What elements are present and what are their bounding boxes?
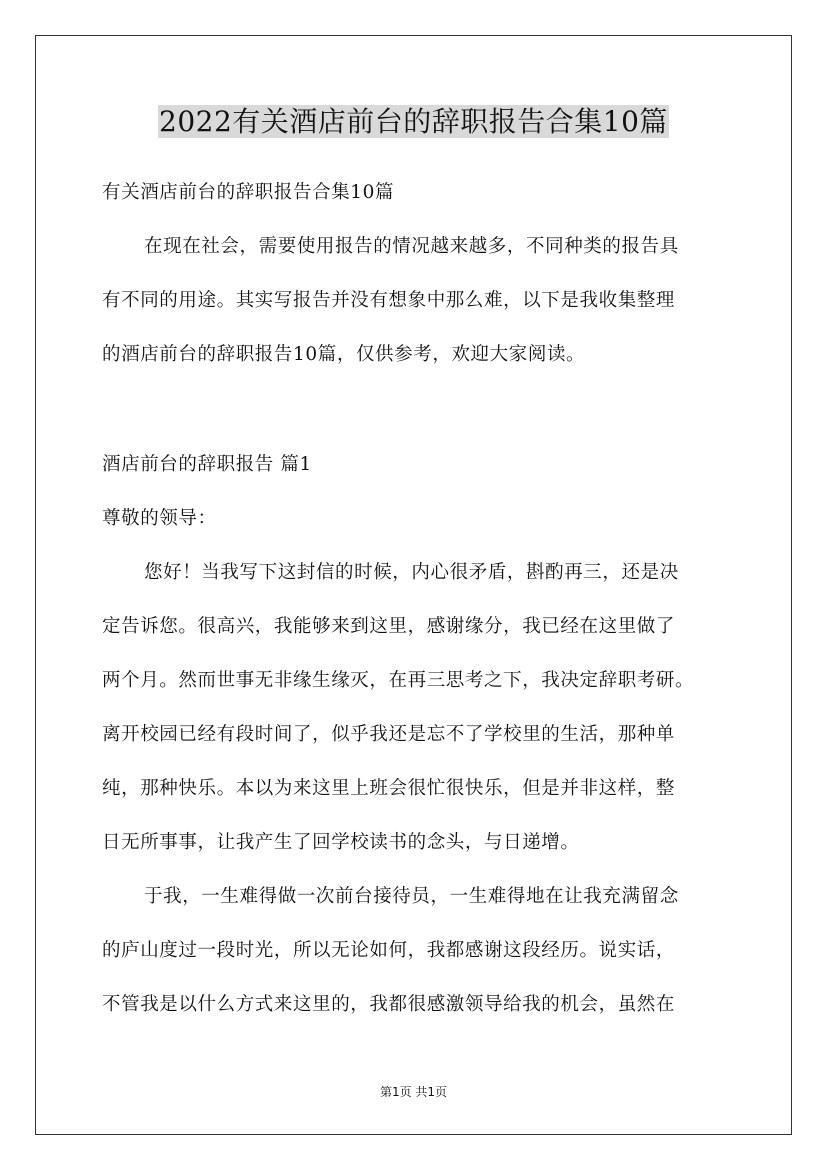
paragraph-line: 纯，那种快乐。本以为来这里上班会很忙很快乐，但是并非这样，整: [102, 778, 676, 799]
intro-line: 有不同的用途。其实写报告并没有想象中那么难，以下是我收集整理: [102, 290, 676, 311]
salutation: 尊敬的领导：: [102, 508, 217, 529]
page-number-footer: 第1页 共1页: [379, 1085, 448, 1099]
paragraph-line: 的庐山度过一段时光，所以无论如何，我都感谢这段经历。说实话，: [102, 940, 676, 961]
document-title: [0, 100, 827, 144]
paragraph-line: 于我，一生难得做一次前台接待员，一生难得地在让我充满留念: [144, 886, 679, 907]
document-title-text: 2022有关酒店前台的辞职报告合集10篇: [159, 105, 668, 138]
intro-line: 的酒店前台的辞职报告10篇，仅供参考，欢迎大家阅读。: [102, 344, 586, 365]
paragraph-line: 不管我是以什么方式来这里的，我都很感激领导给我的机会，虽然在: [102, 994, 676, 1015]
intro-line: 在现在社会，需要使用报告的情况越来越多，不同种类的报告具: [144, 236, 679, 257]
paragraph-line: 离开校园已经有段时间了，似乎我还是忘不了学校里的生活，那种单: [102, 724, 676, 745]
paragraph-line: 定告诉您。很高兴，我能够来到这里，感谢缘分，我已经在这里做了: [102, 616, 676, 637]
paragraph-line: 两个月。然而世事无非缘生缘灭，在再三思考之下，我决定辞职考研。: [102, 670, 695, 691]
paragraph-line: 日无所事事，让我产生了回学校读书的念头，与日递增。: [102, 832, 580, 853]
paragraph-line: 您好！当我写下这封信的时候，内心很矛盾，斟酌再三，还是决: [144, 562, 679, 583]
document-subtitle: 有关酒店前台的辞职报告合集10篇: [102, 182, 395, 203]
section-heading: 酒店前台的辞职报告 篇1: [102, 454, 312, 475]
